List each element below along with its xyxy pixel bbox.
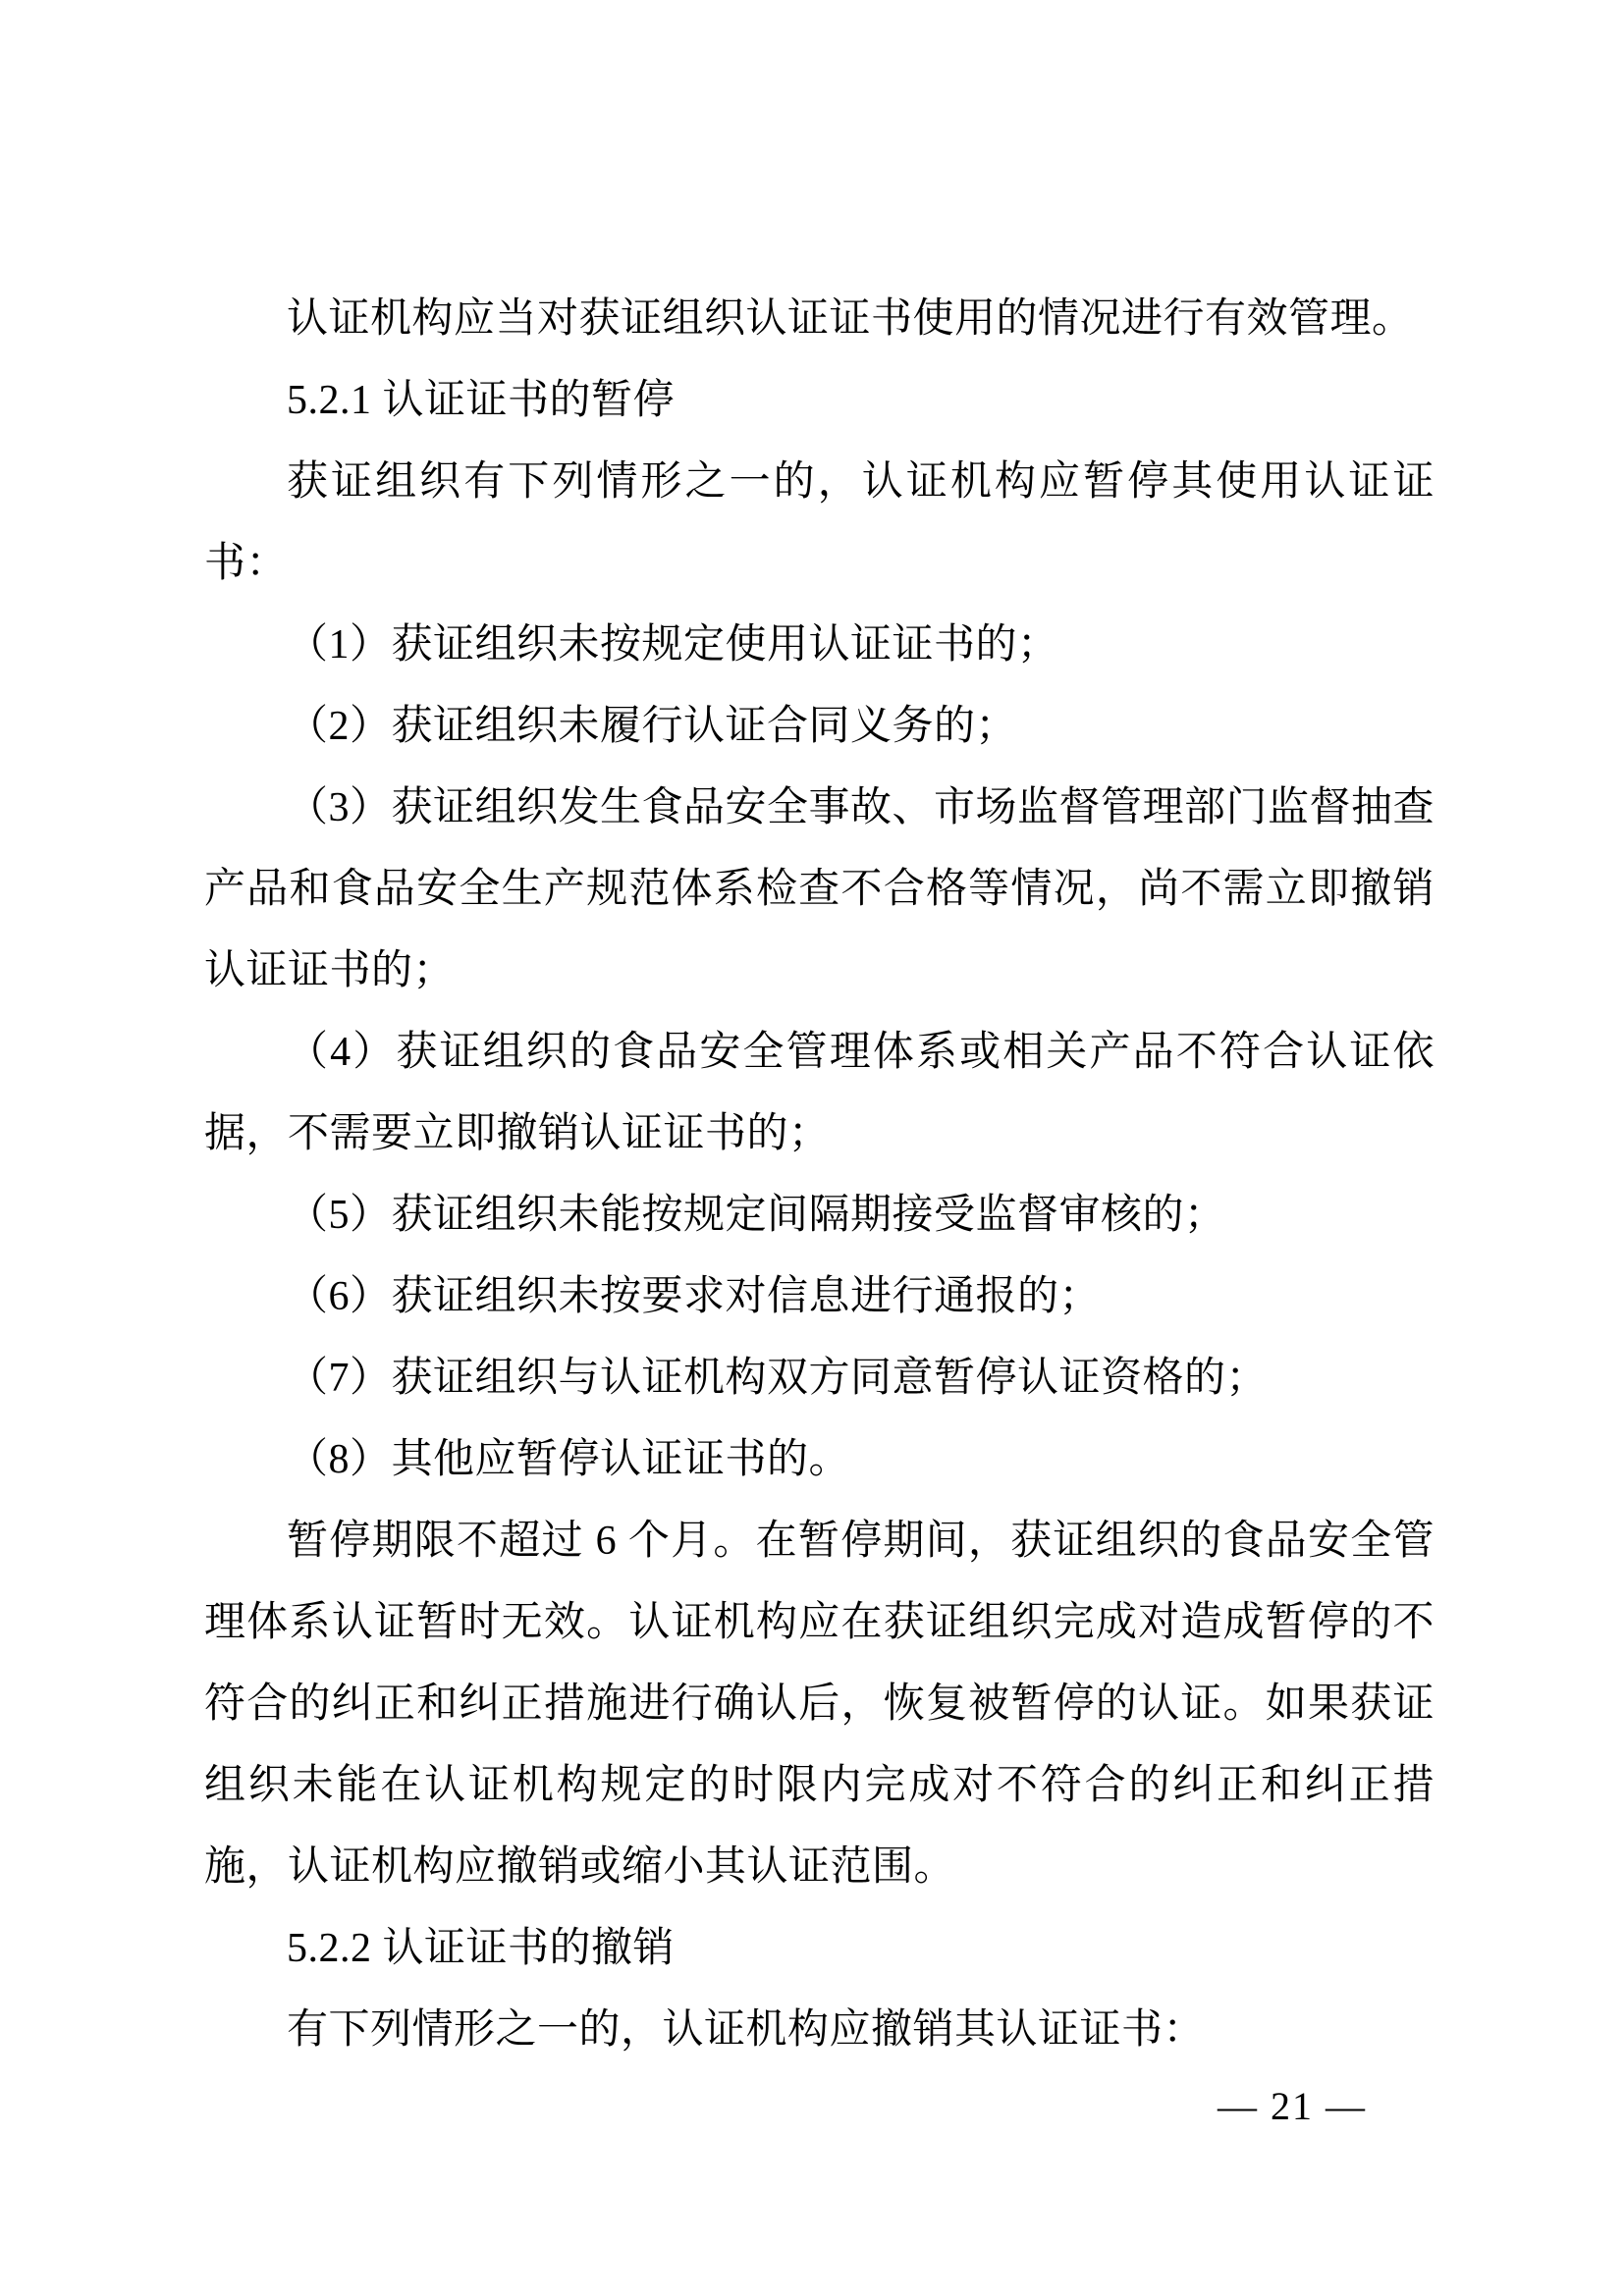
- list-item-3: （3）获证组织发生食品安全事故、市场监督管理部门监督抽查产品和食品安全生产规范体系检查不合格等情况，尚不需立即撤销认证证书的；: [204, 785, 1435, 993]
- list-item-2: （2）获证组织未履行认证合同义务的；: [287, 704, 1018, 749]
- paragraph-certificate-management: 认证机构应当对获证组织认证证书使用的情况进行有效管理。: [287, 296, 1414, 342]
- list-item-1: （1）获证组织未按规定使用认证证书的；: [287, 622, 1059, 667]
- list-item-7: （7）获证组织与认证机构双方同意暂停认证资格的；: [287, 1356, 1269, 1401]
- document-body: [204, 279, 1435, 2071]
- paragraph-revocation-intro: 有下列情形之一的，认证机构应撤销其认证证书：: [287, 2007, 1206, 2053]
- list-item-8: （8）其他应暂停认证证书的。: [287, 1437, 851, 1482]
- paragraph-suspension-intro: 获证组织有下列情形之一的，认证机构应暂停其使用认证证书：: [204, 459, 1435, 586]
- page-number: — 21 —: [1218, 2084, 1367, 2128]
- list-item-4: （4）获证组织的食品安全管理体系或相关产品不符合认证依据，不需要立即撤销认证证书的；: [204, 1030, 1435, 1156]
- heading-5-2-1-certificate-suspension: 5.2.1 认证证书的暂停: [287, 378, 676, 423]
- paragraph-suspension-terms: 暂停期限不超过 6 个月。在暂停期间，获证组织的食品安全管理体系认证暂时无效。认证机构应在获证组织完成对造成暂停的不符合的纠正和纠正措施进行确认后，恢复被暂停的认证。如果获证组织未能在认证机构规定的时限内完成对不符合的纠正和纠正措施，认证机构应撤销或缩小其认证范围。: [204, 1519, 1435, 1890]
- heading-5-2-2-certificate-revocation: 5.2.2 认证证书的撤销: [287, 1926, 676, 1971]
- list-item-6: （6）获证组织未按要求对信息进行通报的；: [287, 1274, 1102, 1319]
- list-item-5: （5）获证组织未能按规定间隔期接受监督审核的；: [287, 1193, 1226, 1238]
